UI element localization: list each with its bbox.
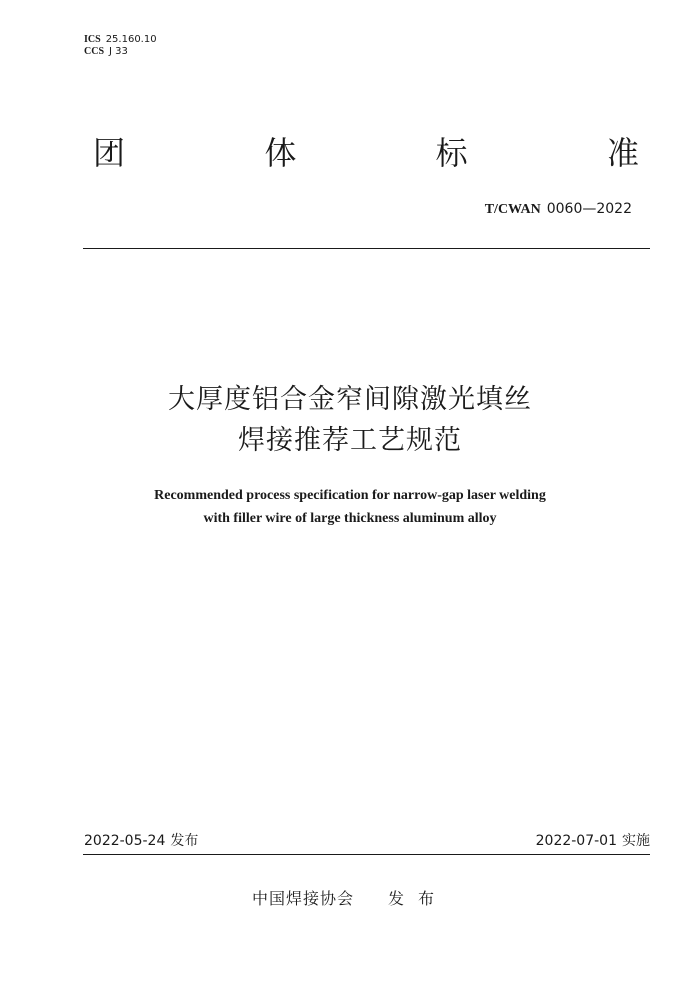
publisher-verb: 发布 (388, 889, 449, 908)
ics-code: 25.160.10 (105, 34, 157, 45)
standard-code-number: 0060—2022 (546, 201, 632, 217)
header-divider (83, 248, 650, 249)
publisher-line (0, 889, 700, 909)
standard-type-char-3: 标 (435, 134, 468, 172)
standard-type-char-4: 准 (606, 134, 639, 172)
standard-type-char-2: 体 (264, 134, 297, 172)
standard-code-prefix: T/CWAN (484, 202, 541, 217)
title-en-line-2: with filler wire of large thickness aluminum alloy (203, 511, 497, 526)
ccs-label: CCS (84, 46, 105, 57)
classification-block (84, 34, 157, 58)
footer-divider (83, 854, 650, 855)
standard-type-char-1: 团 (93, 134, 126, 172)
effective-date: 2022-07-01 (535, 833, 617, 849)
title-en-line-1: Recommended process specification for narrow-gap laser welding (154, 488, 546, 503)
title-cn-line-1: 大厚度铝合金窄间隙激光填丝 (168, 384, 532, 415)
ccs-code: J 33 (109, 46, 128, 57)
effective-label: 实施 (622, 833, 650, 849)
issue-label: 发布 (170, 833, 199, 849)
publisher-organization: 中国焊接协会 (251, 889, 354, 908)
standard-code (485, 201, 632, 218)
effective-date-block (536, 832, 650, 850)
standard-type-heading (93, 133, 639, 173)
issue-date: 2022-05-24 (84, 833, 166, 849)
ccs-line (84, 46, 157, 58)
title-cn-line-2: 焊接推荐工艺规范 (238, 425, 462, 456)
ics-label: ICS (84, 34, 101, 45)
issue-date-block (84, 832, 198, 850)
ics-line (84, 34, 157, 46)
